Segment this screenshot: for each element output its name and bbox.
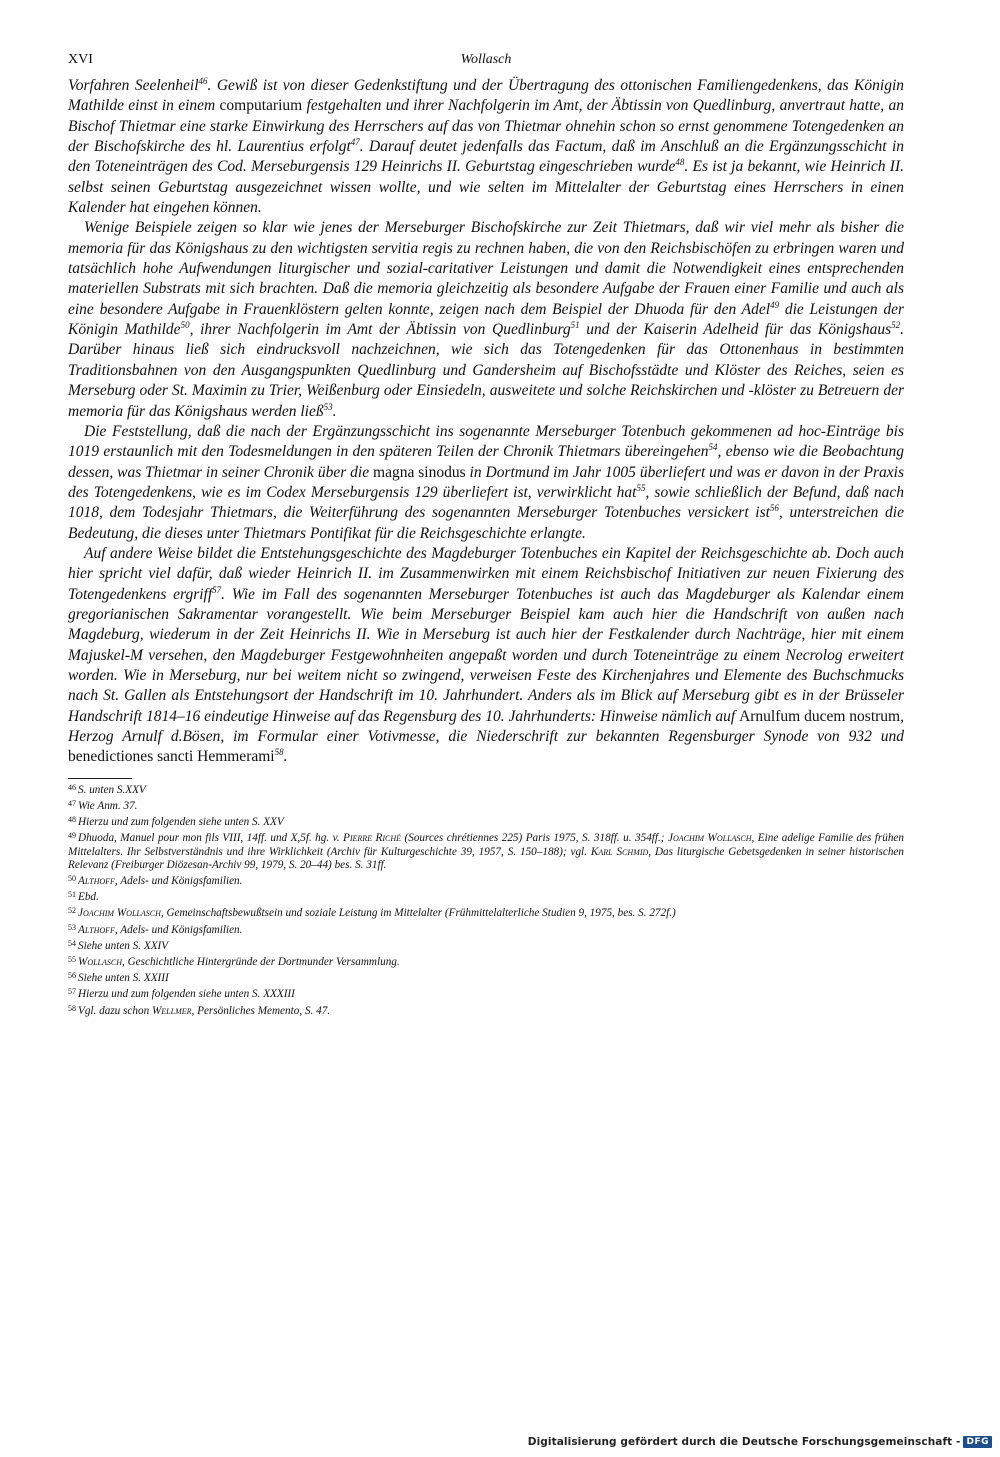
author-name: Joachim Wollasch bbox=[668, 832, 752, 845]
text-run: die Leistungen der Königin Mathilde bbox=[68, 300, 904, 339]
footnote-reference: 49 bbox=[770, 299, 780, 310]
footnote-reference: 58 bbox=[274, 747, 284, 758]
footnote-number: 48 bbox=[68, 815, 76, 825]
footnote-reference: 47 bbox=[350, 137, 360, 148]
text-run: Hierzu und zum folgenden siehe unten S. XXXIII bbox=[78, 988, 295, 1001]
page-header bbox=[68, 52, 904, 72]
footnote-reference: 46 bbox=[198, 76, 208, 86]
footnote-number: 46 bbox=[68, 782, 76, 792]
text-run: , unterstreichen die Bedeutung, die dieses unter Thietmars Pontifikat für die Reichsgeschichte erlangte. bbox=[68, 504, 904, 542]
text-run: . Es ist ja bekannt, wie Heinrich II. selbst seinen Geburtstag ausgezeichnet wissen wollte, und wie selten im Mittelalter der Geburtstag eines Herrschers in einen Kalender hat eingehen können. bbox=[68, 158, 905, 217]
footnote-reference: 51 bbox=[570, 320, 580, 331]
text-run: festgehalten und ihrer Nachfolgerin im Amt, der Äbtissin von Quedlinburg, anvertraut hatte, an Bischof Thietmar eine starke Einwirkung des Herrschers auf das von Thietmar ohnehin schon so ernst genommene Totengedenken an der Bischofskirche des hl. Laurentius erfolgt bbox=[68, 97, 904, 156]
latin-term: magna sinodus bbox=[373, 463, 466, 481]
author-name: Wollasch bbox=[78, 955, 122, 968]
footnotes bbox=[68, 781, 904, 1018]
footnote-reference: 50 bbox=[180, 320, 190, 331]
footnote-number: 55 bbox=[68, 954, 76, 964]
text-run: Ebd. bbox=[78, 891, 99, 904]
running-head: Wollasch bbox=[460, 52, 512, 67]
footnote-number: 52 bbox=[68, 906, 76, 916]
page bbox=[68, 52, 904, 1018]
footer-text: Digitalisierung gefördert durch die Deutsche Forschungsgemeinschaft - bbox=[527, 1436, 961, 1448]
footnote-number: 47 bbox=[68, 798, 76, 808]
body-text bbox=[68, 76, 904, 768]
text-run: Wie Anm. 37. bbox=[78, 799, 138, 812]
author-name: Wellmer bbox=[151, 1004, 192, 1017]
text-run: . Darüber hinaus ließ sich eindrucksvoll nachzeichnen, wie sich das Totengedenken für das Ottonenhaus in bestimmten Traditionsbahnen von den Ausgangspunkten Quedlinburg und Gandersheim auf Bischofsstädte und Klöster des Reiches, seien es Merseburg oder St. Maximin zu Trier, Weißenburg oder Einsiedeln, ausweitete und solche Reichskirchen und -klöster zu Betreuern der memoria für das Königshaus werden ließ bbox=[68, 321, 904, 420]
footnote-number: 53 bbox=[68, 922, 76, 932]
text-run: Auf andere Weise bildet die Entstehungsgeschichte des Magdeburger Totenbuches ein Kapitel der Reichsgeschichte ab. Doch auch hier spricht viel dafür, daß wieder Heinrich II. im Zusammenwirken mit einem Reichsbischof Initiativen zur neuen Fixierung des Totengedenkens ergriff bbox=[68, 544, 904, 603]
text-run: , sowie schließlich der Befund, daß nach 1018, dem Todesjahr Thietmars, die Weiterführung des sogenannten Merseburger Totenbuches versickert ist bbox=[68, 483, 904, 522]
footnote bbox=[68, 813, 904, 829]
text-run: S. unten S.XXV bbox=[78, 783, 146, 796]
footnote bbox=[68, 1002, 904, 1018]
footnote-reference: 53 bbox=[323, 401, 333, 412]
text-run: . Gewiß ist von dieser Gedenkstiftung und der Übertragung des ottonischen Familiengedenkens, das Königin Mathilde einst in einem bbox=[68, 77, 904, 115]
footnote-rule bbox=[68, 778, 132, 779]
text-run: Vorfahren Seelenheil bbox=[68, 77, 199, 94]
footnote-reference: 48 bbox=[675, 157, 685, 168]
text-run: Die Feststellung, daß die nach der Ergänzungsschicht ins sogenannte Merseburger Totenbuch gekommenen ad hoc-Einträge bis 1019 erstaunlich mit den Todesmeldungen in den späteren Teilen der Chronik Thietmars übereingehen bbox=[68, 422, 904, 461]
paragraph bbox=[68, 76, 904, 218]
footnote bbox=[68, 872, 904, 888]
text-run: . bbox=[283, 748, 288, 766]
latin-term: benedictiones sancti Hemmerami bbox=[68, 748, 275, 766]
footnote bbox=[68, 781, 904, 797]
paragraph bbox=[68, 218, 904, 421]
latin-term: Arnulfum ducem nostrum bbox=[739, 707, 901, 725]
author-name: Althoff bbox=[78, 923, 115, 936]
author-name: Pierre Riché bbox=[343, 832, 402, 845]
text-run: , Herzog Arnulf d.Bösen, im Formular einer Votivmesse, die Niederschrift zur bekannten Regensburger Synode von 932 und bbox=[68, 707, 904, 745]
footnote-number: 56 bbox=[68, 971, 76, 981]
footnote-reference: 57 bbox=[212, 584, 222, 595]
dfg-logo: DFG bbox=[963, 1436, 992, 1448]
footnote bbox=[68, 921, 904, 937]
footnote-number: 51 bbox=[68, 890, 76, 900]
latin-term: computarium bbox=[219, 97, 303, 115]
text-run: Hierzu und zum folgenden siehe unten S. XXV bbox=[78, 816, 284, 829]
text-run: Siehe unten S. XXIV bbox=[78, 939, 169, 952]
footnote-reference: 54 bbox=[708, 442, 718, 453]
text-run: , Gemeinschaftsbewußtsein und soziale Leistung im Mittelalter (Frühmittelalterliche Studien 9, 1975, bes. S. 272f.) bbox=[160, 907, 676, 920]
text-run: Dhuoda, Manuel pour mon fils VIII, 14ff. und X,5f. hg. v. bbox=[78, 832, 344, 845]
text-run: , Geschichtliche Hintergründe der Dortmunder Versammlung. bbox=[122, 955, 400, 968]
footnote-reference: 52 bbox=[891, 320, 901, 331]
footnote bbox=[68, 985, 904, 1001]
footnote-number: 58 bbox=[68, 1003, 76, 1013]
digitization-footer bbox=[528, 1434, 992, 1450]
text-run: , Persönliches Memento, S. 47. bbox=[191, 1004, 331, 1017]
text-run: (Sources chrétiennes 225) Paris 1975, S. 318ff. u. 354ff.; bbox=[401, 832, 668, 845]
footnote-number: 57 bbox=[68, 987, 76, 997]
paragraph bbox=[68, 422, 904, 544]
text-run: Siehe unten S. XXIII bbox=[78, 972, 169, 985]
footnote bbox=[68, 937, 904, 953]
footnote bbox=[68, 904, 904, 920]
text-run: Wenige Beispiele zeigen so klar wie jenes der Merseburger Bischofskirche zur Zeit Thietmars, daß wir viel mehr als bisher die memoria für das Königshaus zu den wichtigsten servitia regis zu rechnen haben, die von den Reichsbischöfen zu erbringen waren und tatsächlich hohe Aufwendungen liturgischer und sozial-caritativer Leistungen und damit die Notwendigkeit eines entsprechenden materiellen Substrats mit sich brachten. Daß die memoria gleichzeitig als besondere Aufgabe der Frauen einer Familie und auch als eine besondere Aufgabe in Frauenklöstern gelten konnte, zeigen nach dem Beispiel der Dhuoda für den Adel bbox=[68, 219, 904, 318]
footnote bbox=[68, 969, 904, 985]
author-name: Althoff bbox=[78, 874, 115, 887]
text-run: . Wie im Fall des sogenannten Merseburger Totenbuches ist auch das Magdeburger als Kalendar einem gregorianischen Sakramentar vorangestellt. Wie beim Merseburger Beispiel kam auch hier die Handschrift von außen nach Magdeburg, wiederum in der Zeit Heinrichs II. Wie in Merseburg ist auch hier der Festkalender durch Nachträge, hier mit einem Majuskel-M versehen, den Magdeburger Festgewohnheiten angepaßt worden und durch Toteneinträge zu einem Necrolog erweitert worden. Wie in Merseburg, nur bei weitem nicht so zwingend, verweisen Feste des Kirchenjahres und Elemente des Buchschmucks nach St. Gallen als Entstehungsort der Handschrift im 10. Jahrhundert. Anders als im Blick auf Merseburg gibt es in der Brüsseler Handschrift 1814–16 eindeutige Hinweise auf das Regensburg des 10. Jahrhunderts: Hinweise nämlich auf bbox=[68, 585, 904, 725]
text-run: und der Kaiserin Adelheid für das Königshaus bbox=[579, 321, 892, 339]
folio-number: XVI bbox=[68, 52, 93, 67]
text-run: , ebenso wie die Beobachtung dessen, was Thietmar in seiner Chronik über die bbox=[68, 443, 904, 481]
text-run: . Darauf deutet jedenfalls das Factum, daß im Anschluß an die Ergänzungsschicht in den Toteneinträgen des Cod. Merseburgensis 129 Heinrichs II. Geburtstag eingeschrieben wurde bbox=[68, 138, 904, 176]
text-run: , ihrer Nachfolgerin im Amt der Äbtissin von Quedlinburg bbox=[189, 321, 571, 339]
text-run: , Adels- und Königsfamilien. bbox=[114, 874, 243, 887]
footnote bbox=[68, 953, 904, 969]
author-name: Joachim Wollasch bbox=[78, 907, 161, 920]
footnote-number: 50 bbox=[68, 873, 76, 883]
footnote-number: 54 bbox=[68, 938, 76, 948]
footnote bbox=[68, 829, 904, 872]
footnote-number: 49 bbox=[68, 831, 76, 841]
footnote bbox=[68, 797, 904, 813]
text-run: Vgl. dazu schon bbox=[78, 1004, 152, 1017]
text-run: , Eine adelige Familie des frühen Mittelalters. Ihr Selbstverständnis und ihre Wirklichkeit (Archiv für Kulturgeschichte 39, 1957, S. 150–188); vgl. bbox=[68, 832, 904, 858]
text-run: , Adels- und Königsfamilien. bbox=[114, 923, 243, 936]
text-run: , Das liturgische Gebetsgedenken in seiner historischen Relevanz (Freiburger Diözesan-Archiv 99, 1979, S. 20–44) bes. S. 31ff. bbox=[68, 845, 904, 871]
paragraph bbox=[68, 544, 904, 768]
footnote-reference: 56 bbox=[769, 503, 779, 514]
footnote bbox=[68, 888, 904, 904]
text-run: in Dortmund im Jahr 1005 überliefert und was er davon in der Praxis des Totengedenkens, wie es im Codex Merseburgensis 129 überliefert ist, verwirklicht hat bbox=[68, 463, 905, 501]
footnote-reference: 55 bbox=[636, 482, 646, 493]
author-name: Karl Schmid bbox=[590, 845, 649, 858]
text-run: . bbox=[332, 402, 337, 420]
